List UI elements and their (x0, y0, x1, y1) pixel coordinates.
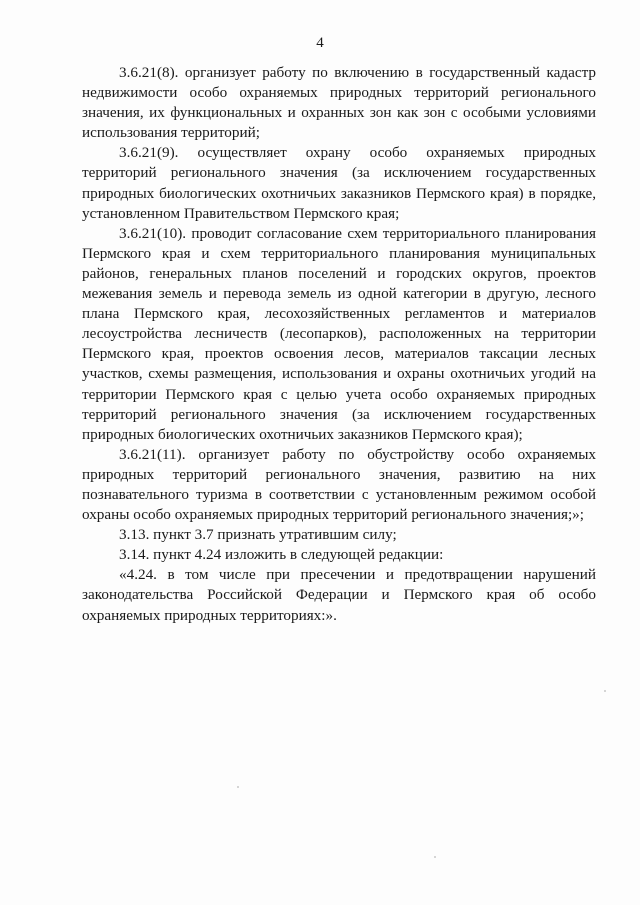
paragraph-3-6-21-10: 3.6.21(10). проводит согласование схем территориального планирования Пермского края и схем территориального планирования муниципальных районов, генеральных планов поселений и городских округов, проектов межевания земель и перевода земель из одной категории в другую, лесного плана Пермского края, лесохозяйственных регламентов и материалов лесоустройства лесничеств (лесопарков), расположенных на территории Пермского края, проектов освоения лесов, материалов таксации лесных участков, схемы размещения, использования и охраны охотничьих угодий на территории Пермского края с целью учета особо охраняемых природных территорий регионального значения (за исключением государственных природных биологических охотничьих заказников Пермского края); (82, 224, 596, 443)
scan-speck (237, 786, 239, 788)
paragraph-3-14: 3.14. пункт 4.24 изложить в следующей редакции: (119, 546, 444, 564)
page-number: 4 (316, 35, 324, 51)
paragraph-3-6-21-8: 3.6.21(8). организует работу по включению в государственный кадастр недвижимости особо охраняемых природных территорий регионального значения, их функциональных и охранных зон как зон с особыми условиями использования территорий; (82, 64, 596, 142)
scan-speck (434, 856, 436, 858)
paragraph-3-6-21-9: 3.6.21(9). осуществляет охрану особо охраняемых природных территорий регионального значения (за исключением государственных природных биологических охотничьих заказников Пермского края) в порядке, установленном Правительством Пермского края; (82, 144, 596, 222)
paragraph-3-13: 3.13. пункт 3.7 признать утратившим силу; (119, 526, 397, 544)
paragraph-3-6-21-11: 3.6.21(11). организует работу по обустройству особо охраняемых природных территорий регионального значения, развитию на них познавательного туризма в соответствии с установленным режимом особой охраны особо охраняемых природных территорий регионального значения;»; (82, 445, 596, 524)
paragraph-4-24-quote: «4.24. в том числе при пресечении и предотвращении нарушений законодательства Российской Федерации и Пермского края об особо охраняемых природных территориях:». (82, 566, 596, 624)
document-body (82, 63, 596, 626)
scan-speck (604, 690, 606, 692)
